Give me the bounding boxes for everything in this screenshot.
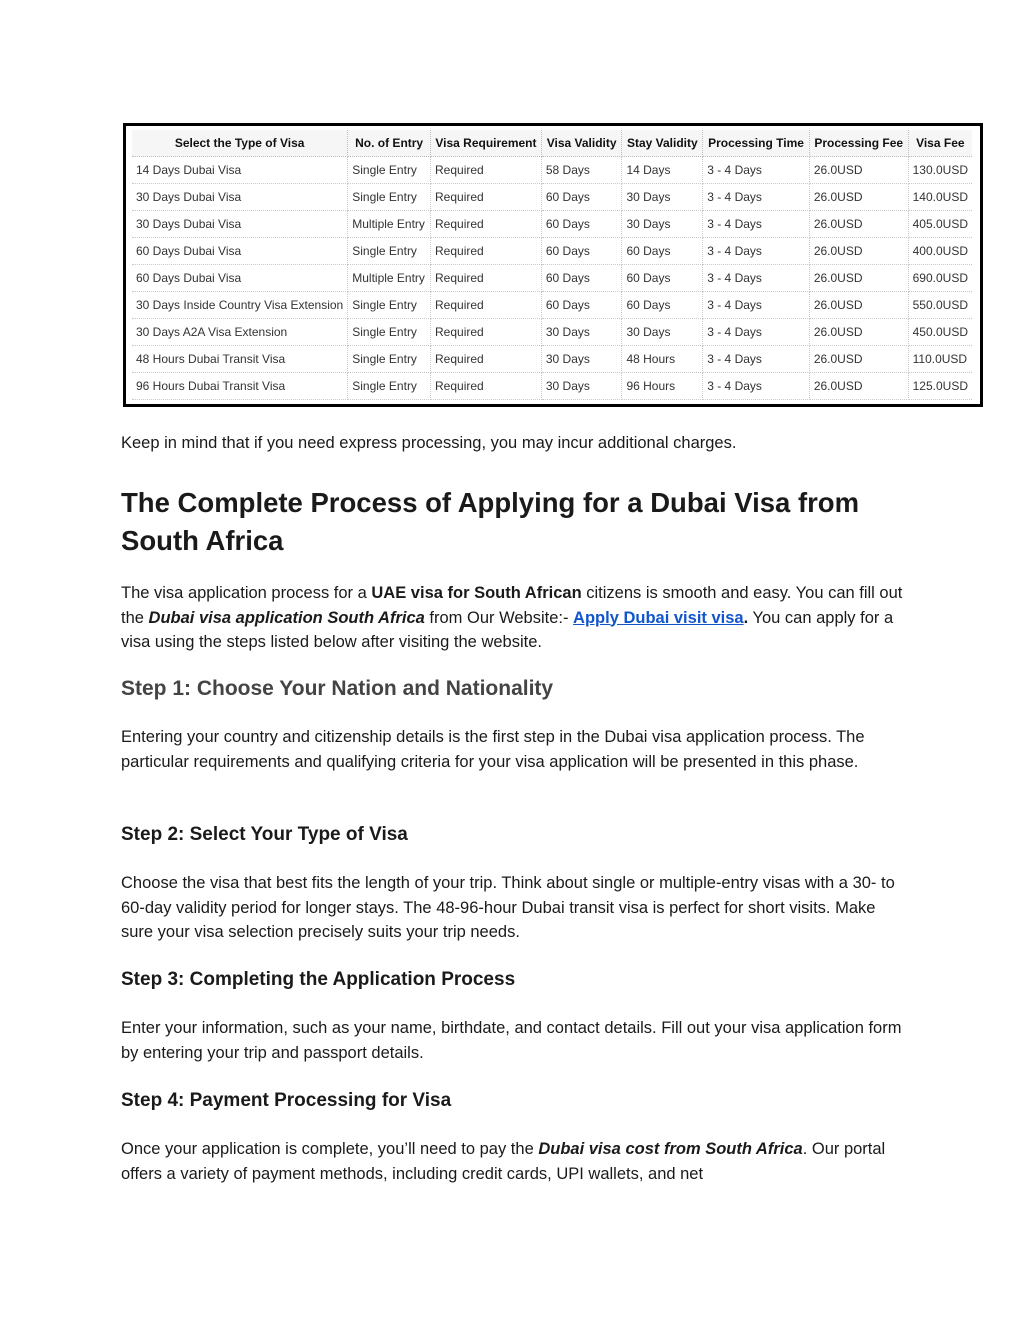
- table-cell: Required: [431, 211, 542, 238]
- visa-fee-table: [132, 130, 972, 400]
- table-cell: Multiple Entry: [348, 265, 431, 292]
- table-cell: 26.0USD: [809, 211, 908, 238]
- step2-heading: Step 2: Select Your Type of Visa: [121, 824, 408, 845]
- table-cell: 60 Days: [622, 265, 703, 292]
- table-cell: 30 Days: [622, 211, 703, 238]
- table-cell: Single Entry: [348, 292, 431, 319]
- step1-heading: Step 1: Choose Your Nation and Nationality: [121, 677, 554, 700]
- table-row: [132, 211, 972, 238]
- table-cell: 3 - 4 Days: [703, 346, 810, 373]
- table-row: [132, 319, 972, 346]
- intro-bold-keyword: UAE visa for South African: [371, 584, 582, 602]
- table-cell: 30 Days: [541, 373, 622, 400]
- visa-table-body: [132, 157, 972, 400]
- apply-dubai-visit-visa-link[interactable]: Apply Dubai visit visa: [573, 608, 744, 627]
- column-header-visa-fee: Visa Fee: [908, 130, 972, 157]
- table-cell: 450.0USD: [908, 319, 972, 346]
- table-cell: 60 Days: [541, 265, 622, 292]
- table-cell: 110.0USD: [908, 346, 972, 373]
- table-cell: 26.0USD: [809, 184, 908, 211]
- step4-bold-italic-keyword: Dubai visa cost from South Africa: [538, 1140, 803, 1158]
- table-cell: Required: [431, 373, 542, 400]
- table-cell: 3 - 4 Days: [703, 211, 810, 238]
- table-cell: 60 Days: [541, 292, 622, 319]
- table-cell: 30 Days: [622, 319, 703, 346]
- table-cell: 30 Days: [541, 346, 622, 373]
- page-title: The Complete Process of Applying for a Dubai Visa from South Africa: [121, 487, 860, 556]
- table-cell: Multiple Entry: [348, 211, 431, 238]
- table-cell: 30 Days Dubai Visa: [132, 211, 348, 238]
- table-row: [132, 265, 972, 292]
- step4-text: . Our portal offers a variety of payment methods, including credit cards, UPI wallets, and net: [121, 1140, 886, 1183]
- column-header-processing-time: Processing Time: [703, 130, 810, 157]
- express-processing-note: Keep in mind that if you need express processing, you may incur additional charges.: [121, 434, 737, 452]
- table-cell: 3 - 4 Days: [703, 265, 810, 292]
- table-cell: 30 Days A2A Visa Extension: [132, 319, 348, 346]
- table-cell: 26.0USD: [809, 346, 908, 373]
- table-cell: 26.0USD: [809, 157, 908, 184]
- table-cell: 3 - 4 Days: [703, 184, 810, 211]
- table-row: [132, 238, 972, 265]
- table-cell: 30 Days Dubai Visa: [132, 184, 348, 211]
- table-cell: 26.0USD: [809, 238, 908, 265]
- table-cell: 60 Days: [541, 238, 622, 265]
- table-cell: 3 - 4 Days: [703, 373, 810, 400]
- table-cell: 58 Days: [541, 157, 622, 184]
- column-header-requirement: Visa Requirement: [431, 130, 542, 157]
- table-cell: 30 Days: [541, 319, 622, 346]
- table-cell: Required: [431, 265, 542, 292]
- step4-text: Once your application is complete, you’ll need to pay the: [121, 1140, 539, 1158]
- column-header-entry: No. of Entry: [348, 130, 431, 157]
- table-cell: 405.0USD: [908, 211, 972, 238]
- intro-bold-italic-keyword: Dubai visa application South Africa: [148, 608, 425, 627]
- table-cell: 60 Days: [541, 184, 622, 211]
- table-cell: Required: [431, 292, 542, 319]
- table-cell: 60 Days: [541, 211, 622, 238]
- step2-body: Choose the visa that best fits the length of your trip. Think about single or multiple-entry visas with a 30- to 60-day validity period for longer stays. The 48-96-hour Dubai transit visa is perfect for short visits. Make sure your visa selection precisely suits your trip needs.: [121, 874, 895, 941]
- table-cell: 48 Hours Dubai Transit Visa: [132, 346, 348, 373]
- table-cell: 60 Days: [622, 292, 703, 319]
- table-cell: 26.0USD: [809, 319, 908, 346]
- table-cell: 30 Days: [622, 184, 703, 211]
- table-cell: 3 - 4 Days: [703, 292, 810, 319]
- table-cell: 125.0USD: [908, 373, 972, 400]
- step3-body: Enter your information, such as your name, birthdate, and contact details. Fill out your visa application form by entering your trip and passport details.: [121, 1019, 902, 1062]
- table-cell: 3 - 4 Days: [703, 238, 810, 265]
- table-row: [132, 373, 972, 400]
- column-header-visa-validity: Visa Validity: [541, 130, 622, 157]
- step4-body: [121, 1137, 911, 1186]
- table-cell: 96 Hours: [622, 373, 703, 400]
- table-cell: 60 Days Dubai Visa: [132, 238, 348, 265]
- table-cell: Required: [431, 346, 542, 373]
- intro-text: You can apply for a visa using the steps listed below after visiting the website.: [121, 608, 894, 651]
- table-cell: 14 Days: [622, 157, 703, 184]
- step3-heading: Step 3: Completing the Application Process: [121, 969, 516, 990]
- table-cell: 14 Days Dubai Visa: [132, 157, 348, 184]
- table-cell: Required: [431, 319, 542, 346]
- intro-text: from Our Website:-: [424, 608, 574, 627]
- table-cell: 690.0USD: [908, 265, 972, 292]
- table-cell: Required: [431, 184, 542, 211]
- table-cell: Single Entry: [348, 346, 431, 373]
- table-header-row: [132, 130, 972, 157]
- table-cell: 550.0USD: [908, 292, 972, 319]
- column-header-visa-type: Select the Type of Visa: [132, 130, 348, 157]
- step1-body: Entering your country and citizenship details is the first step in the Dubai visa application process. The particular requirements and qualifying criteria for your visa application will be presented in this phase.: [121, 728, 865, 771]
- table-row: [132, 184, 972, 211]
- table-row: [132, 157, 972, 184]
- table-cell: Single Entry: [348, 319, 431, 346]
- step4-heading: Step 4: Payment Processing for Visa: [121, 1090, 452, 1111]
- table-cell: 3 - 4 Days: [703, 157, 810, 184]
- column-header-stay-validity: Stay Validity: [622, 130, 703, 157]
- intro-text: citizens is smooth and easy. You can fill out the: [121, 584, 903, 627]
- table-cell: 96 Hours Dubai Transit Visa: [132, 373, 348, 400]
- table-cell: Required: [431, 238, 542, 265]
- visa-fee-table-frame: [123, 123, 983, 407]
- table-cell: 130.0USD: [908, 157, 972, 184]
- table-cell: 140.0USD: [908, 184, 972, 211]
- table-cell: 60 Days Dubai Visa: [132, 265, 348, 292]
- intro-paragraph: [121, 581, 911, 655]
- table-cell: 60 Days: [622, 238, 703, 265]
- table-cell: 3 - 4 Days: [703, 319, 810, 346]
- table-cell: Single Entry: [348, 238, 431, 265]
- table-cell: 400.0USD: [908, 238, 972, 265]
- table-cell: 48 Hours: [622, 346, 703, 373]
- table-cell: Required: [431, 157, 542, 184]
- table-cell: 30 Days Inside Country Visa Extension: [132, 292, 348, 319]
- table-cell: 26.0USD: [809, 292, 908, 319]
- column-header-processing-fee: Processing Fee: [809, 130, 908, 157]
- table-cell: Single Entry: [348, 184, 431, 211]
- table-cell: Single Entry: [348, 157, 431, 184]
- table-cell: 26.0USD: [809, 373, 908, 400]
- intro-period: .: [743, 608, 749, 627]
- table-row: [132, 292, 972, 319]
- table-cell: Single Entry: [348, 373, 431, 400]
- table-row: [132, 346, 972, 373]
- intro-text: The visa application process for a: [121, 584, 372, 602]
- table-cell: 26.0USD: [809, 265, 908, 292]
